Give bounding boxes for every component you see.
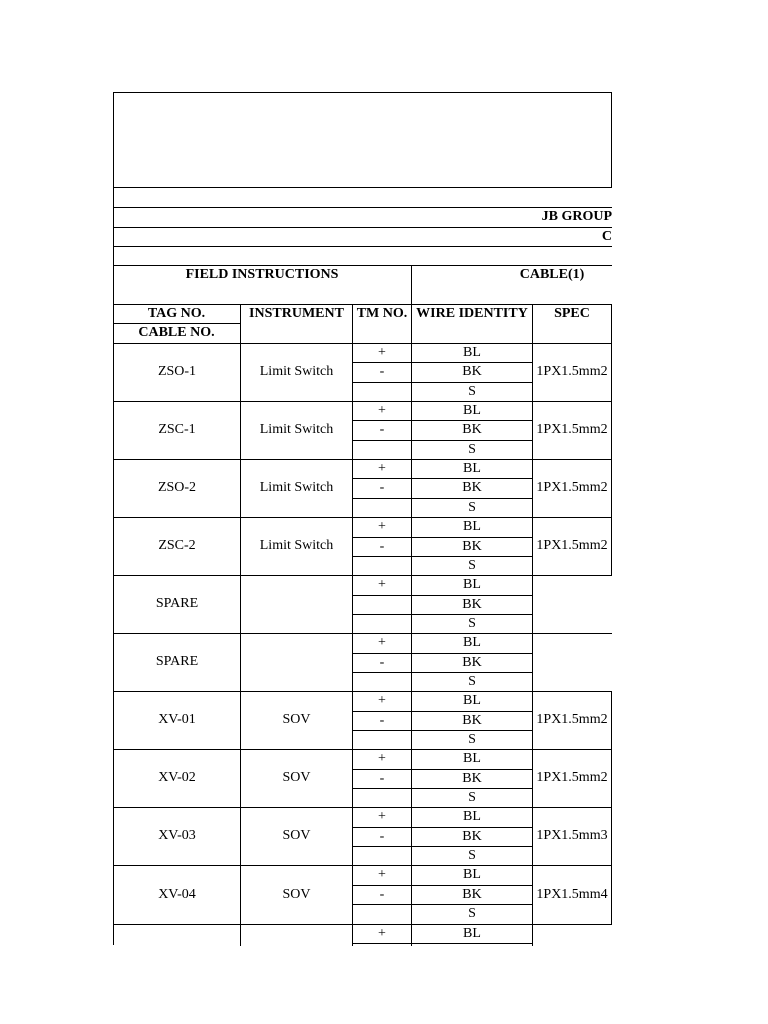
tag-cell: ZSO-1 [157, 364, 197, 379]
tm-cell: - [379, 538, 385, 554]
spec-cell [533, 575, 611, 633]
wire-cell: BL [463, 344, 481, 360]
instrument-cell: SOV [282, 770, 311, 785]
tag-cell: ZSO-2 [157, 480, 197, 495]
wire-cell: BK [462, 886, 482, 902]
tag-no-header: TAG NO. [147, 305, 206, 321]
wire-cell: S [468, 847, 476, 863]
wire-cell: BK [462, 422, 482, 437]
wire-cell: BK [462, 596, 482, 612]
tag-cell [114, 924, 240, 945]
tm-cell [353, 382, 411, 401]
tm-cell: + [378, 751, 386, 766]
tm-cell: + [378, 577, 386, 592]
jb-group-title: JB GROUP [541, 209, 612, 224]
wire-cell: BL [463, 635, 481, 650]
tm-cell: - [379, 654, 385, 670]
instrument-cell: SOV [282, 712, 311, 727]
tm-cell [353, 498, 411, 517]
wire-cell: S [468, 906, 476, 921]
wire-cell: S [468, 731, 476, 747]
tm-cell: + [378, 693, 386, 708]
tm-no-header: TM NO. [356, 305, 408, 321]
tm-cell: - [379, 422, 385, 437]
tm-cell [353, 788, 411, 807]
tag-cell: XV-03 [158, 828, 196, 843]
tag-cell: XV-04 [158, 886, 196, 902]
tm-cell: - [379, 712, 385, 728]
instrument-cell: Limit Switch [259, 364, 334, 379]
instrument-cell: Limit Switch [259, 422, 334, 437]
instrument-cell: Limit Switch [259, 480, 334, 495]
spec-cell [533, 633, 611, 691]
tm-cell [353, 556, 411, 575]
wire-cell: S [468, 383, 476, 399]
instrument-cell: Limit Switch [259, 538, 334, 553]
spec-cell: 1PX1.5mm2 [536, 480, 608, 495]
spec-cell: 1PX1.5mm2 [536, 538, 608, 553]
wire-cell: S [468, 673, 476, 689]
tag-cell: XV-01 [158, 712, 196, 727]
tm-cell: + [378, 925, 386, 941]
tm-cell: + [378, 809, 386, 824]
wire-cell: BK [462, 538, 482, 554]
tm-cell: - [379, 886, 385, 902]
instrument-cell [241, 924, 352, 945]
wire-cell: BK [462, 770, 482, 786]
cable-header: CABLE(1) [519, 267, 585, 282]
wire-cell: BL [463, 867, 481, 882]
wire-cell: BK [462, 712, 482, 728]
tm-cell: - [379, 770, 385, 786]
wire-cell: BL [463, 693, 481, 708]
instrument-cell [241, 575, 352, 633]
instrument-cell: SOV [282, 828, 311, 843]
tm-cell: + [378, 344, 386, 360]
tm-cell: - [379, 364, 385, 379]
wire-cell: S [468, 441, 476, 457]
wire-cell: BK [462, 654, 482, 670]
tm-cell: + [378, 519, 386, 534]
spec-header: SPEC [554, 305, 590, 321]
spec-cell: 1PX1.5mm3 [536, 828, 608, 843]
spec-cell: 1PX1.5mm4 [536, 886, 608, 902]
tm-cell: + [378, 460, 386, 476]
wire-cell: BL [463, 402, 481, 418]
tag-cell: SPARE [155, 654, 199, 669]
wire-cell: S [468, 615, 476, 631]
instrument-header: INSTRUMENT [249, 305, 344, 321]
tm-cell [353, 595, 411, 614]
tm-cell [353, 730, 411, 749]
tag-cell: XV-02 [158, 770, 196, 785]
spec-cell [533, 924, 611, 945]
wire-cell: S [468, 499, 476, 515]
spec-cell: 1PX1.5mm2 [536, 422, 608, 437]
wire-cell: BK [462, 364, 482, 379]
wire-cell: S [468, 789, 476, 805]
wire-cell: BK [462, 480, 482, 495]
c-label: C [601, 228, 612, 244]
tm-cell [353, 440, 411, 459]
spec-cell: 1PX1.5mm2 [536, 364, 608, 379]
wire-cell: BL [463, 460, 481, 476]
wire-identity-header: WIRE IDENTITY [416, 305, 528, 321]
tm-cell: - [379, 828, 385, 844]
tm-cell [353, 846, 411, 865]
wire-cell: BL [463, 925, 481, 941]
tag-cell: ZSC-1 [158, 422, 196, 437]
tm-cell: + [378, 867, 386, 882]
tm-cell: - [379, 480, 385, 495]
spec-cell: 1PX1.5mm2 [536, 712, 608, 727]
tag-cell: SPARE [155, 596, 199, 611]
wire-cell: BL [463, 577, 481, 592]
wire-cell: S [468, 557, 476, 573]
field-instructions-header: FIELD INSTRUCTIONS [185, 267, 339, 282]
tm-cell: + [378, 635, 386, 650]
instrument-cell: SOV [282, 886, 311, 902]
cable-no-header: CABLE NO. [138, 325, 215, 340]
tag-cell: ZSC-2 [158, 538, 196, 553]
wire-cell: BL [463, 519, 481, 534]
spec-cell: 1PX1.5mm2 [536, 770, 608, 785]
wire-cell: BL [463, 809, 481, 824]
wire-cell: BK [462, 828, 482, 844]
instrument-cell [241, 633, 352, 691]
tm-cell [353, 614, 411, 633]
tm-cell [353, 672, 411, 691]
tm-cell [353, 904, 411, 924]
wire-cell: BL [463, 751, 481, 766]
tm-cell: + [378, 402, 386, 418]
